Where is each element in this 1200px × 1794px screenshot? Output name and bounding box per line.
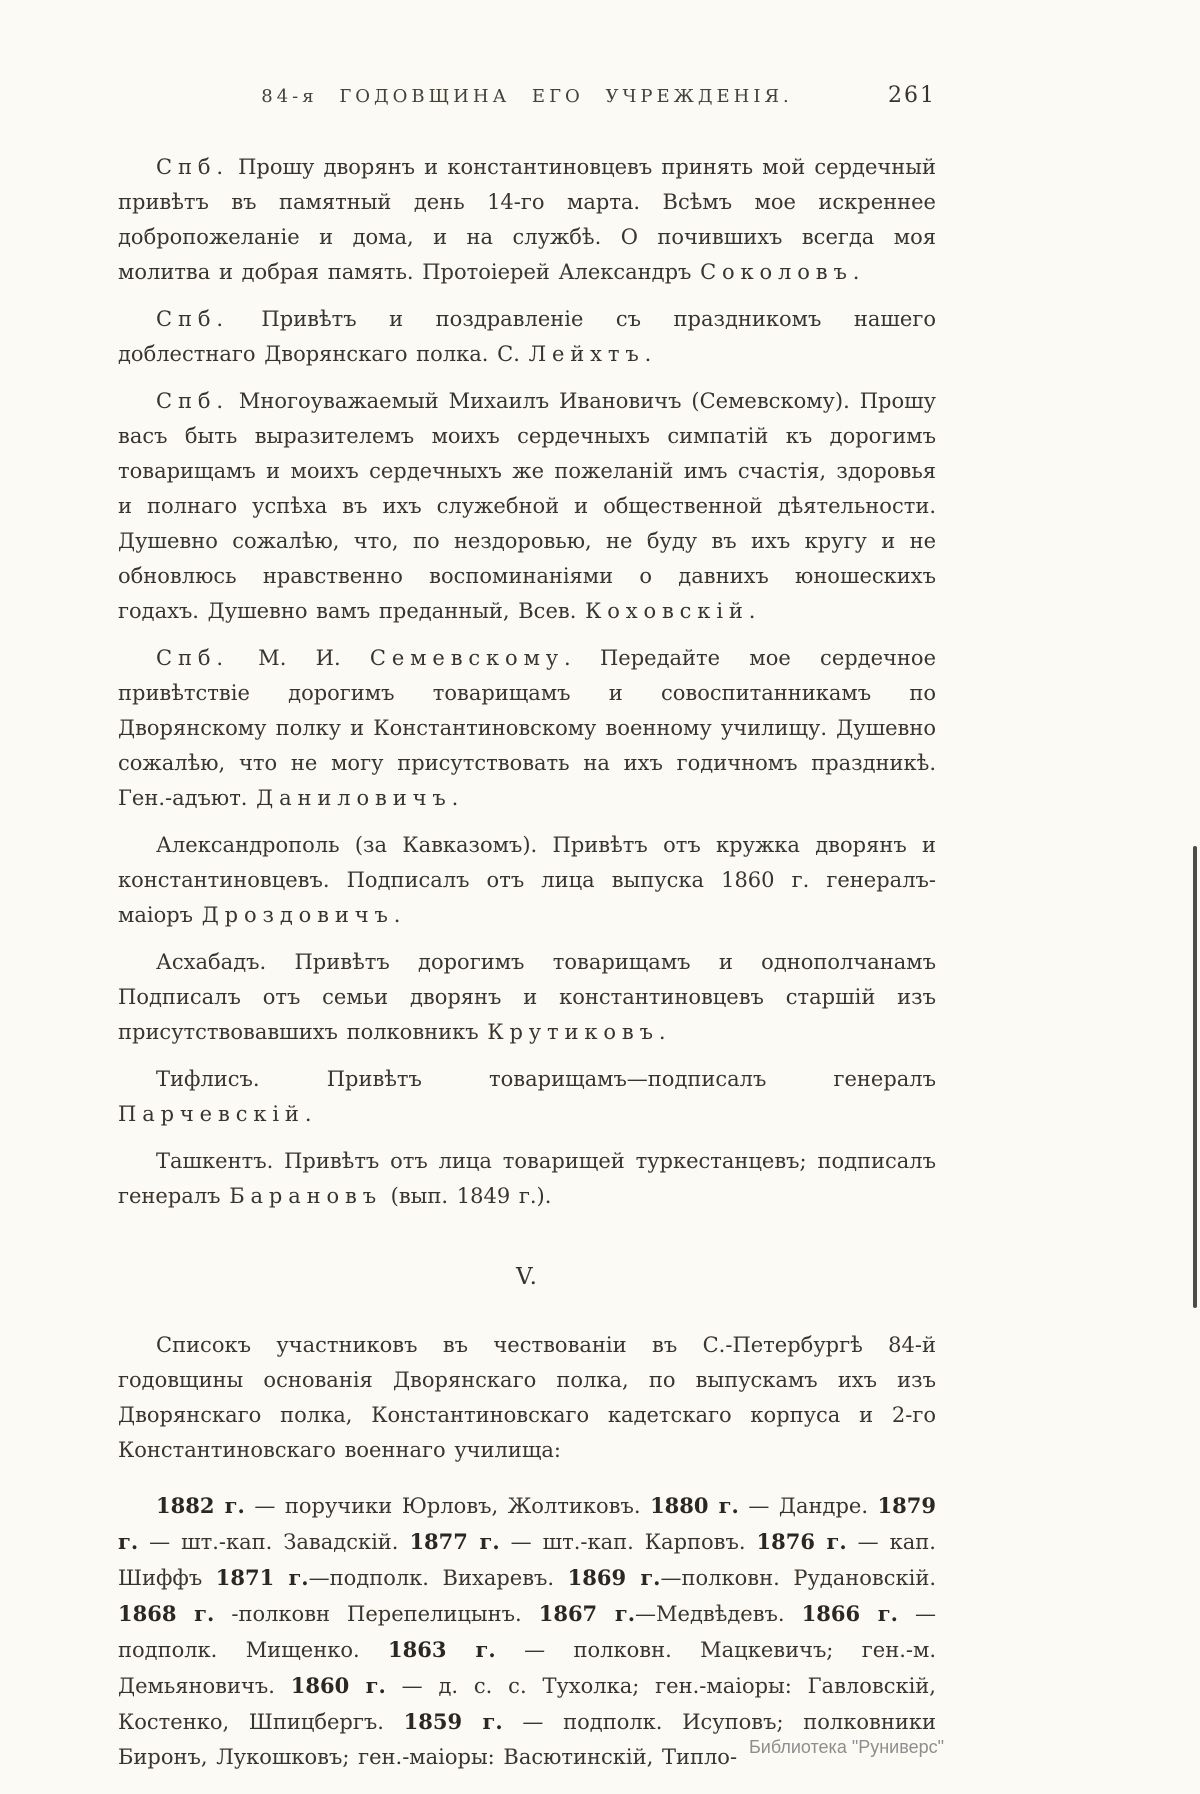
- text-run: — кап. Шиффъ: [118, 1530, 936, 1590]
- list-intro-paragraph: Списокъ участниковъ въ чествованіи въ С.-Петербургѣ 84-й годовщины основанія Дворянскаго полка, по выпускамъ ихъ изъ Дворянскаго полка, Константиновскаго кадетскаго корпуса и 2-го Константиновскаго военнаго училища:: [118, 1333, 936, 1462]
- year-label: 1860 г.: [290, 1673, 386, 1698]
- year-label: 1859 г.: [403, 1709, 503, 1734]
- text-run: Ташкентъ. Привѣтъ отъ лица товарищей туркестанцевъ; подписалъ генералъ: [118, 1149, 936, 1208]
- letterspaced-name: Барановъ: [229, 1184, 382, 1208]
- year-label: 1879 г.: [118, 1493, 936, 1554]
- graduates-list-paragraph: [118, 1488, 936, 1775]
- letterspaced-name: Спб.: [156, 155, 229, 179]
- page-header: [118, 83, 936, 116]
- text-run: .: [451, 786, 459, 810]
- year-label: 1869 г.: [567, 1565, 661, 1590]
- text-run: —полковн. Рудановскій.: [660, 1566, 936, 1590]
- year-label: 1876 г.: [756, 1529, 847, 1554]
- telegrams-section: [118, 150, 936, 1214]
- text-run: — подполк. Мищенко.: [118, 1602, 936, 1662]
- telegram-paragraph: [118, 641, 936, 816]
- text-run: Многоуважаемый Михаилъ Ивановичъ (Семевскому). Прошу васъ быть выразителемъ моихъ сердечныхъ симпатій къ дорогимъ товарищамъ и моихъ сердечныхъ же пожеланій имъ счастія, здоровья и полнаго успѣха въ ихъ служебной и общественной дѣятельности. Душевно сожалѣю, что, по нездоровью, не буду въ ихъ кругу и не обновлюсь нравственно воспоминаніями о давнихъ юношескихъ годахъ. Душевно вамъ преданный, Всев.: [118, 389, 936, 623]
- letterspaced-name: Даниловичъ: [256, 786, 452, 810]
- text-run: М. И.: [228, 646, 370, 670]
- telegram-paragraph: [118, 150, 936, 290]
- telegram-paragraph: [118, 828, 936, 933]
- letterspaced-name: Парчевскій: [118, 1102, 305, 1126]
- telegram-paragraph: [118, 1144, 936, 1214]
- text-run: Тифлисъ. Привѣтъ товарищамъ—подписалъ генералъ: [156, 1067, 936, 1091]
- telegram-paragraph: [118, 384, 936, 629]
- page-number: 261: [888, 83, 936, 108]
- text-run: (вып. 1849 г.).: [381, 1184, 552, 1208]
- text-run: — д. с. с. Тухолка; ген.-маіоры: Гавловскій, Костенко, Шпицбергъ.: [118, 1674, 936, 1734]
- year-label: 1863 г.: [388, 1637, 496, 1662]
- letterspaced-name: Спб.: [156, 646, 229, 670]
- year-label: 1882 г.: [156, 1493, 245, 1518]
- text-run: —Медвѣдевъ.: [635, 1602, 802, 1626]
- text-run: .: [748, 599, 756, 623]
- letterspaced-name: Спб.: [156, 389, 229, 413]
- scan-edge-artifact: [1193, 846, 1197, 1308]
- text-run: — подполк. Исуповъ; полковники Биронъ, Лукошковъ; ген.-маіоры: Васютинскій, Типло-: [118, 1710, 936, 1769]
- text-run: — шт.-кап. Карповъ.: [499, 1530, 757, 1554]
- text-run: Прошу дворянъ и константиновцевъ принять мой сердечный привѣтъ въ памятный день 14-го марта. Всѣмъ мое искреннее добропожеланіе и дома, и на службѣ. О почившихъ всегда моя молитва и добрая память. Протоіерей Александръ: [118, 155, 936, 284]
- letterspaced-name: Дроздовичъ: [201, 903, 394, 927]
- text-run: Александрополь (за Кавказомъ). Привѣтъ отъ кружка дворянъ и константиновцевъ. Подписалъ отъ лица выпуска 1860 г. генералъ-маіоръ: [118, 833, 936, 927]
- year-label: 1868 г.: [118, 1601, 215, 1626]
- text-run: .: [393, 903, 401, 927]
- text-run: — шт.-кап. Завадскій.: [138, 1530, 410, 1554]
- year-label: 1880 г.: [650, 1493, 739, 1518]
- telegram-paragraph: [118, 945, 936, 1050]
- telegram-paragraph: [118, 302, 936, 372]
- text-run: .: [852, 260, 860, 284]
- letterspaced-name: Соколовъ: [700, 260, 853, 284]
- text-run: .: [304, 1102, 312, 1126]
- text-run: — полковн. Мацкевичъ; ген.-м. Демьяновичъ.: [118, 1638, 936, 1698]
- text-run: —подполк. Вихаревъ.: [308, 1566, 568, 1590]
- section-heading: V.: [516, 1264, 538, 1290]
- text-run: .: [644, 342, 652, 366]
- text-run: Привѣтъ и поздравленіе съ праздникомъ нашего доблестнаго Дворянскаго полка. С.: [118, 307, 936, 366]
- page-column: [118, 0, 936, 1787]
- text-run: — поручики Юрловъ, Жолтиковъ.: [244, 1494, 651, 1518]
- telegram-paragraph: [118, 1062, 936, 1132]
- text-run: — Дандре.: [738, 1494, 878, 1518]
- text-run: -полковн Перепелицынъ.: [214, 1602, 539, 1626]
- letterspaced-name: Крутиковъ: [487, 1020, 659, 1044]
- library-watermark: Библиотека "Руниверс": [748, 1737, 944, 1757]
- year-label: 1866 г.: [801, 1601, 898, 1626]
- year-label: 1871 г.: [215, 1565, 309, 1590]
- text-run: Асхабадъ. Привѣтъ дорогимъ товарищамъ и однополчанамъ Подписалъ отъ семьи дворянъ и константиновцевъ старшій изъ присутствовавшихъ полковникъ: [118, 950, 936, 1044]
- text-run: . Передайте мое сердечное привѣтствіе дорогимъ товарищамъ и совоспитанникамъ по Дворянскому полку и Константиновскому военному училищу. Душевно сожалѣю, что не могу присутствовать на ихъ годичномъ праздникѣ. Ген.-адъют.: [118, 646, 936, 810]
- letterspaced-name: Спб.: [156, 307, 229, 331]
- letterspaced-name: Семевскому: [369, 646, 565, 670]
- letterspaced-name: Лейхтъ: [528, 342, 645, 366]
- letterspaced-name: Коховскій: [585, 599, 749, 623]
- year-label: 1877 г.: [409, 1529, 500, 1554]
- running-title: 84-я ГОДОВЩИНА ЕГО УЧРЕЖДЕНІЯ.: [261, 86, 793, 107]
- text-run: .: [658, 1020, 666, 1044]
- year-label: 1867 г.: [538, 1601, 636, 1626]
